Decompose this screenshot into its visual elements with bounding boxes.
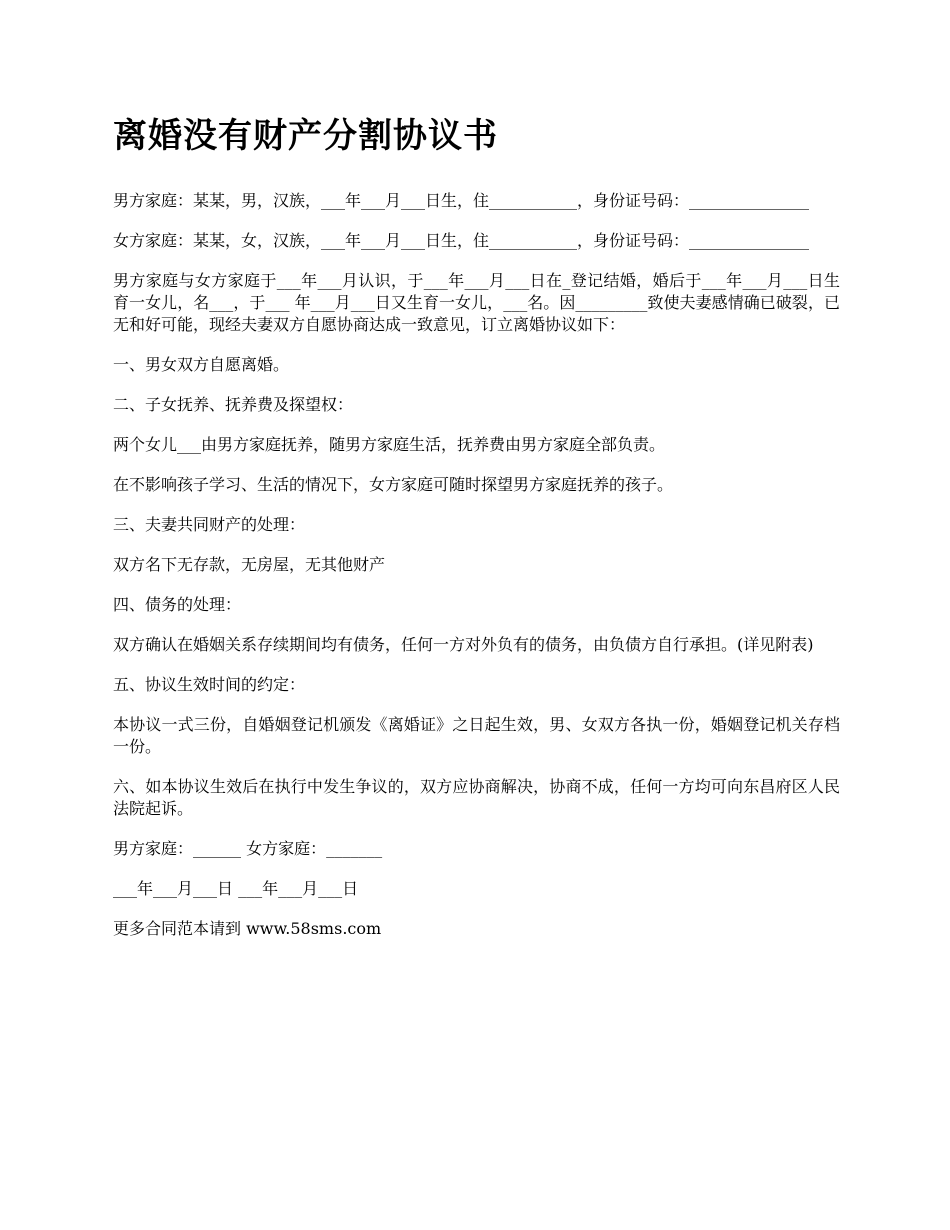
clause-1: 一、男女双方自愿离婚。 <box>113 355 290 374</box>
male-party-info: 男方家庭：某某，男，汉族，___年___月___日生，住___________，身份证号码：_______________ <box>113 191 810 210</box>
clause-2-custody: 两个女儿___由男方家庭抚养，随男方家庭生活，抚养费由男方家庭全部负责。 <box>113 435 666 454</box>
signature-line: 男方家庭：______ 女方家庭：_______ <box>113 839 383 858</box>
document-title: 离婚没有财产分割协议书 <box>113 116 498 156</box>
clause-4-debts: 双方确认在婚姻关系存续期间均有债务，任何一方对外负有的债务，由负债方自行承担。(详见附表) <box>113 635 814 654</box>
clause-5-effect: 本协议一式三份，自婚姻登记机颁发《离婚证》之日起生效，男、女双方各执一份，婚姻登记机关存档一份。 <box>113 715 840 756</box>
clause-2-heading: 二、子女抚养、抚养费及探望权： <box>113 395 354 414</box>
document-body <box>113 112 840 958</box>
footer-link-text: 更多合同范本请到 www.58sms.com <box>113 919 382 938</box>
background-paragraph: 男方家庭与女方家庭于___年___月认识，于___年___月___日在_登记结婚，婚后于___年___月___日生育一女儿，名___，于___ 年___月___日又生育一女儿，___名。因_________致使夫妻感情确已破裂，已无和好可能，现经夫妻双方自愿协商达成一致意见，订立离婚协议如下： <box>113 271 840 334</box>
clause-4-heading: 四、债务的处理： <box>113 595 242 614</box>
female-party-info: 女方家庭：某某，女，汉族，___年___月___日生，住___________，身份证号码：_______________ <box>113 231 810 250</box>
date-line: ___年___月___日 ___年___月___日 <box>113 879 359 898</box>
clause-5-heading: 五、协议生效时间的约定： <box>113 675 306 694</box>
clause-3-property: 双方名下无存款，无房屋，无其他财产 <box>113 555 386 574</box>
clause-3-heading: 三、夫妻共同财产的处理： <box>113 515 306 534</box>
clause-6-disputes: 六、如本协议生效后在执行中发生争议的，双方应协商解决，协商不成，任何一方均可向东昌府区人民法院起诉。 <box>113 777 840 818</box>
clause-2-visitation: 在不影响孩子学习、生活的情况下，女方家庭可随时探望男方家庭抚养的孩子。 <box>113 475 674 494</box>
